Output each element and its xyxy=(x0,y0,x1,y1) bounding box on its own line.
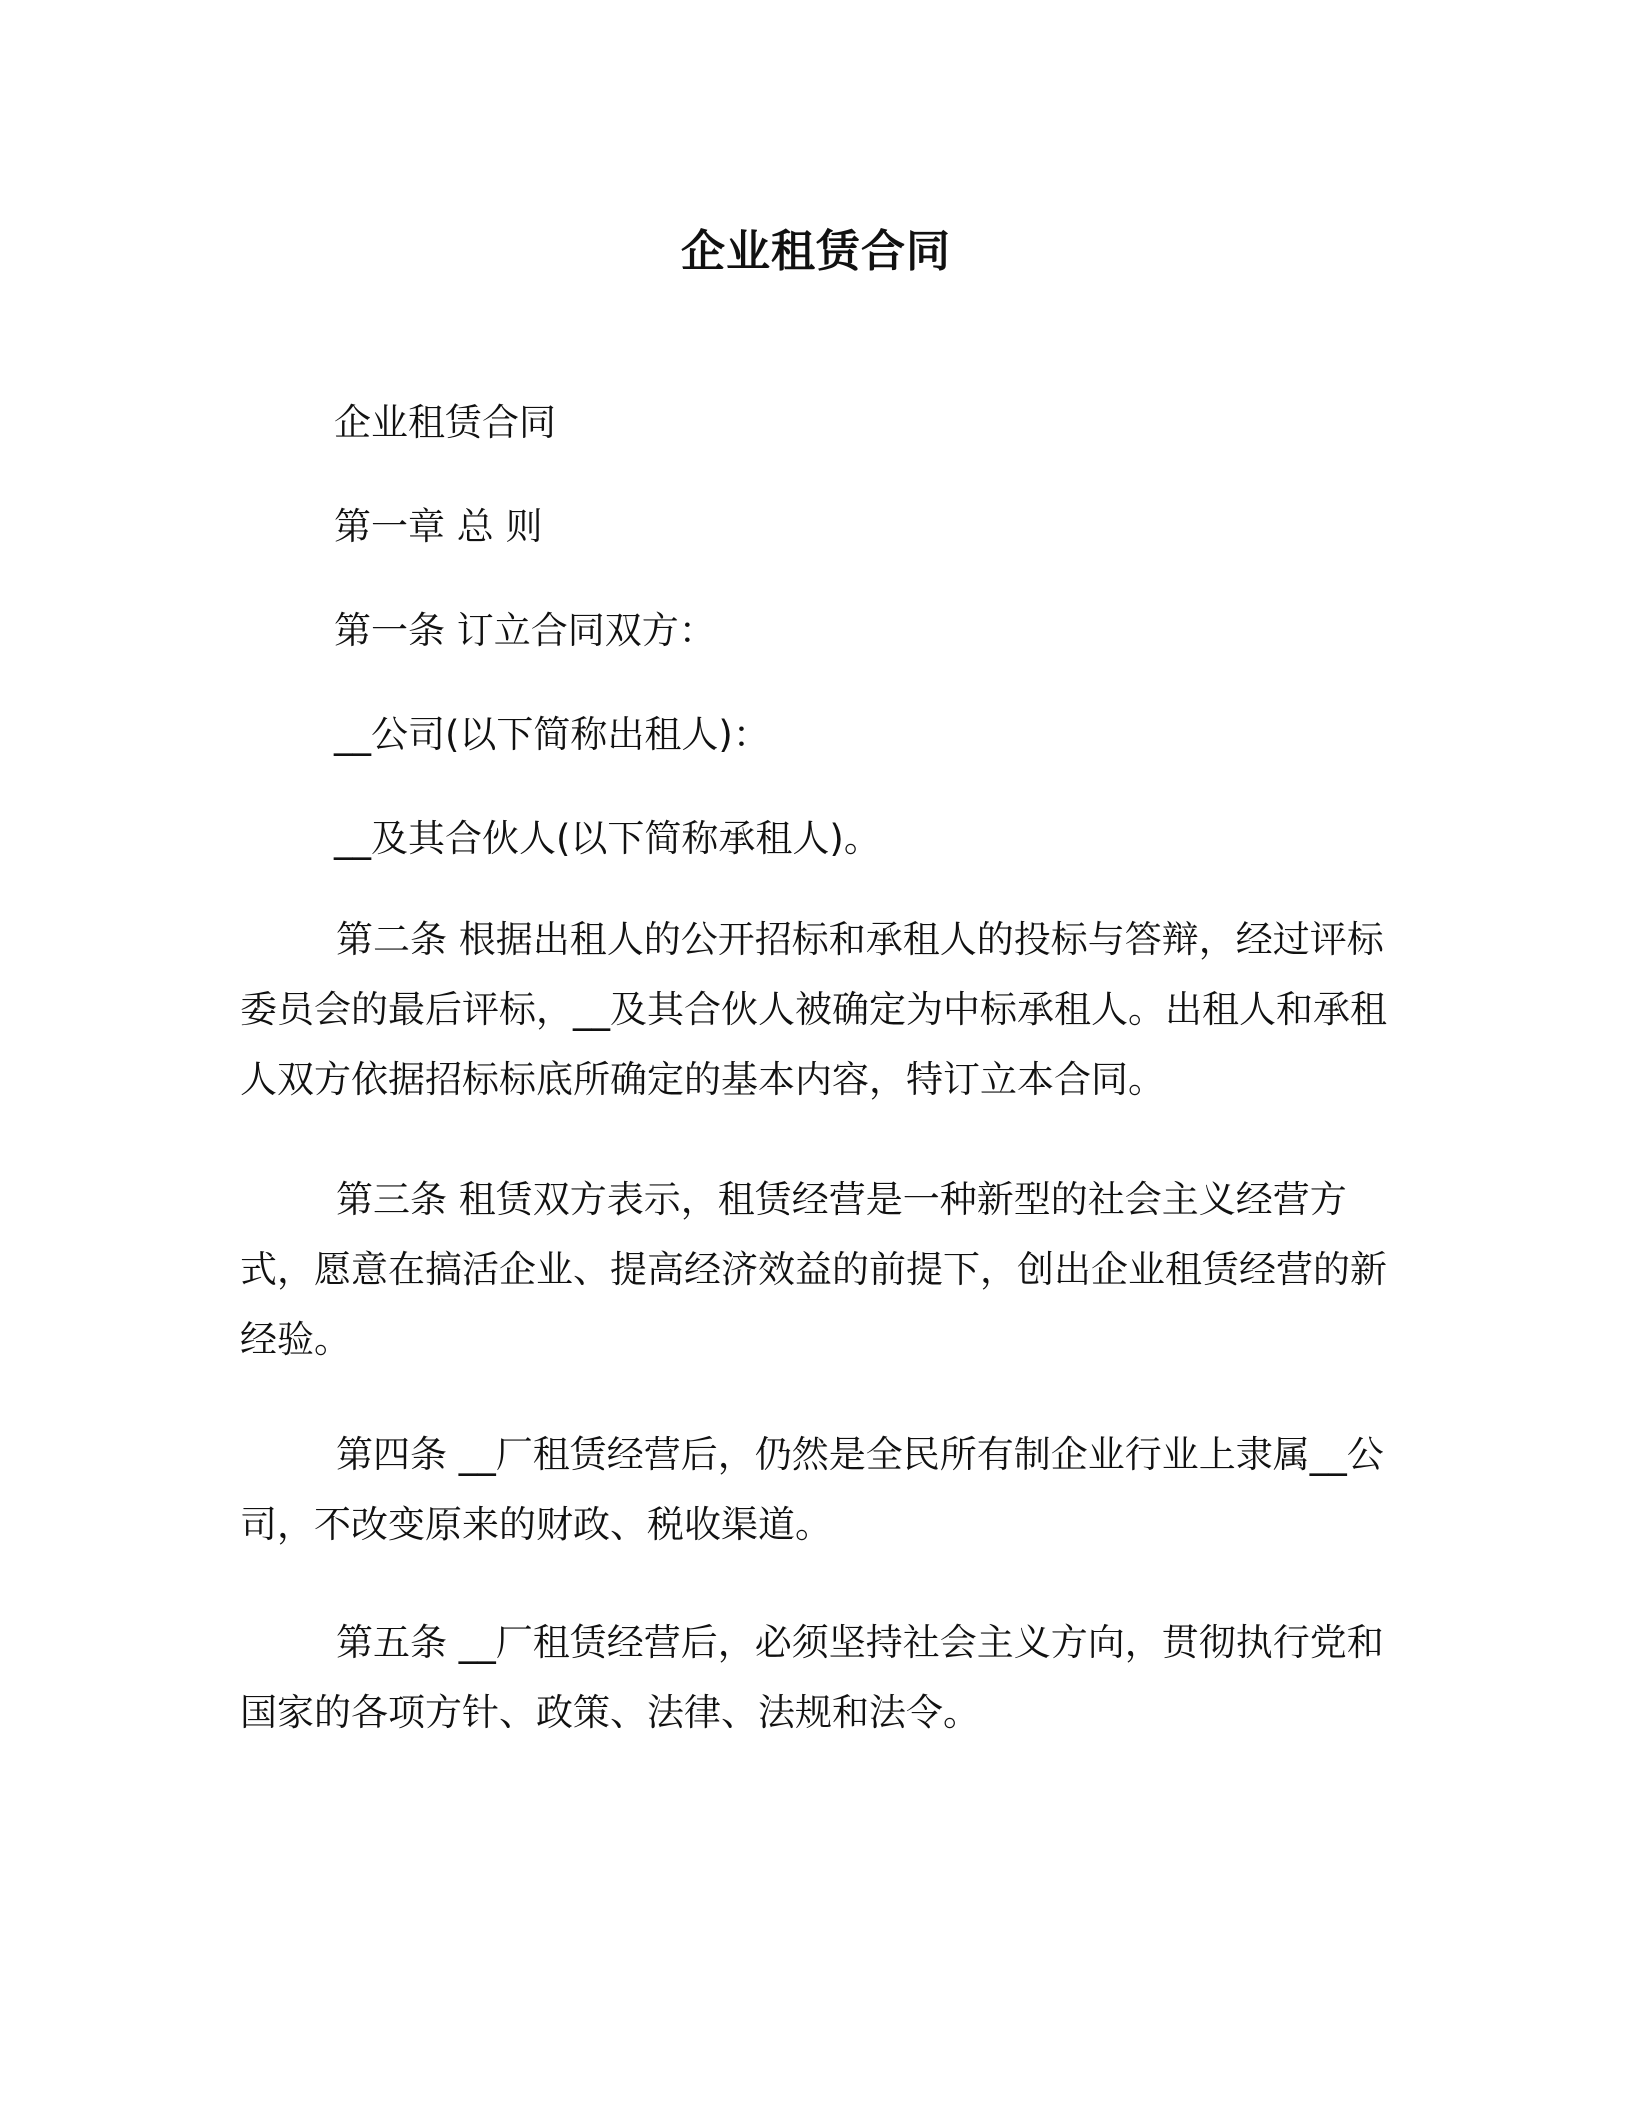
article-1-title: 第一条 订立合同双方： xyxy=(334,609,716,652)
chapter-heading: 第一章 总 则 xyxy=(334,505,543,548)
article-2: 第二条 根据出租人的公开招标和承租人的投标与答辩，经过评标委员会的最后评标，__及其合伙人被确定为中标承租人。出租人和承租人双方依据招标标底所确定的基本内容，特订立本合同。 xyxy=(240,918,1387,1101)
party-lessor: __公司(以下简称出租人)： xyxy=(334,713,770,756)
article-5: 第五条 __厂租赁经营后，必须坚持社会主义方向，贯彻执行党和国家的各项方针、政策、法律、法规和法令。 xyxy=(240,1621,1384,1734)
article-3: 第三条 租赁双方表示，租赁经营是一种新型的社会主义经营方式，愿意在搞活企业、提高经济效益的前提下，创出企业租赁经营的新经验。 xyxy=(240,1178,1387,1361)
heading-repeat: 企业租赁合同 xyxy=(334,401,556,444)
party-lessee: __及其合伙人(以下简称承租人)。 xyxy=(334,817,881,860)
article-4: 第四条 __厂租赁经营后，仍然是全民所有制企业行业上隶属__公司，不改变原来的财政、税收渠道。 xyxy=(240,1433,1384,1546)
document-title: 企业租赁合同 xyxy=(681,226,951,277)
